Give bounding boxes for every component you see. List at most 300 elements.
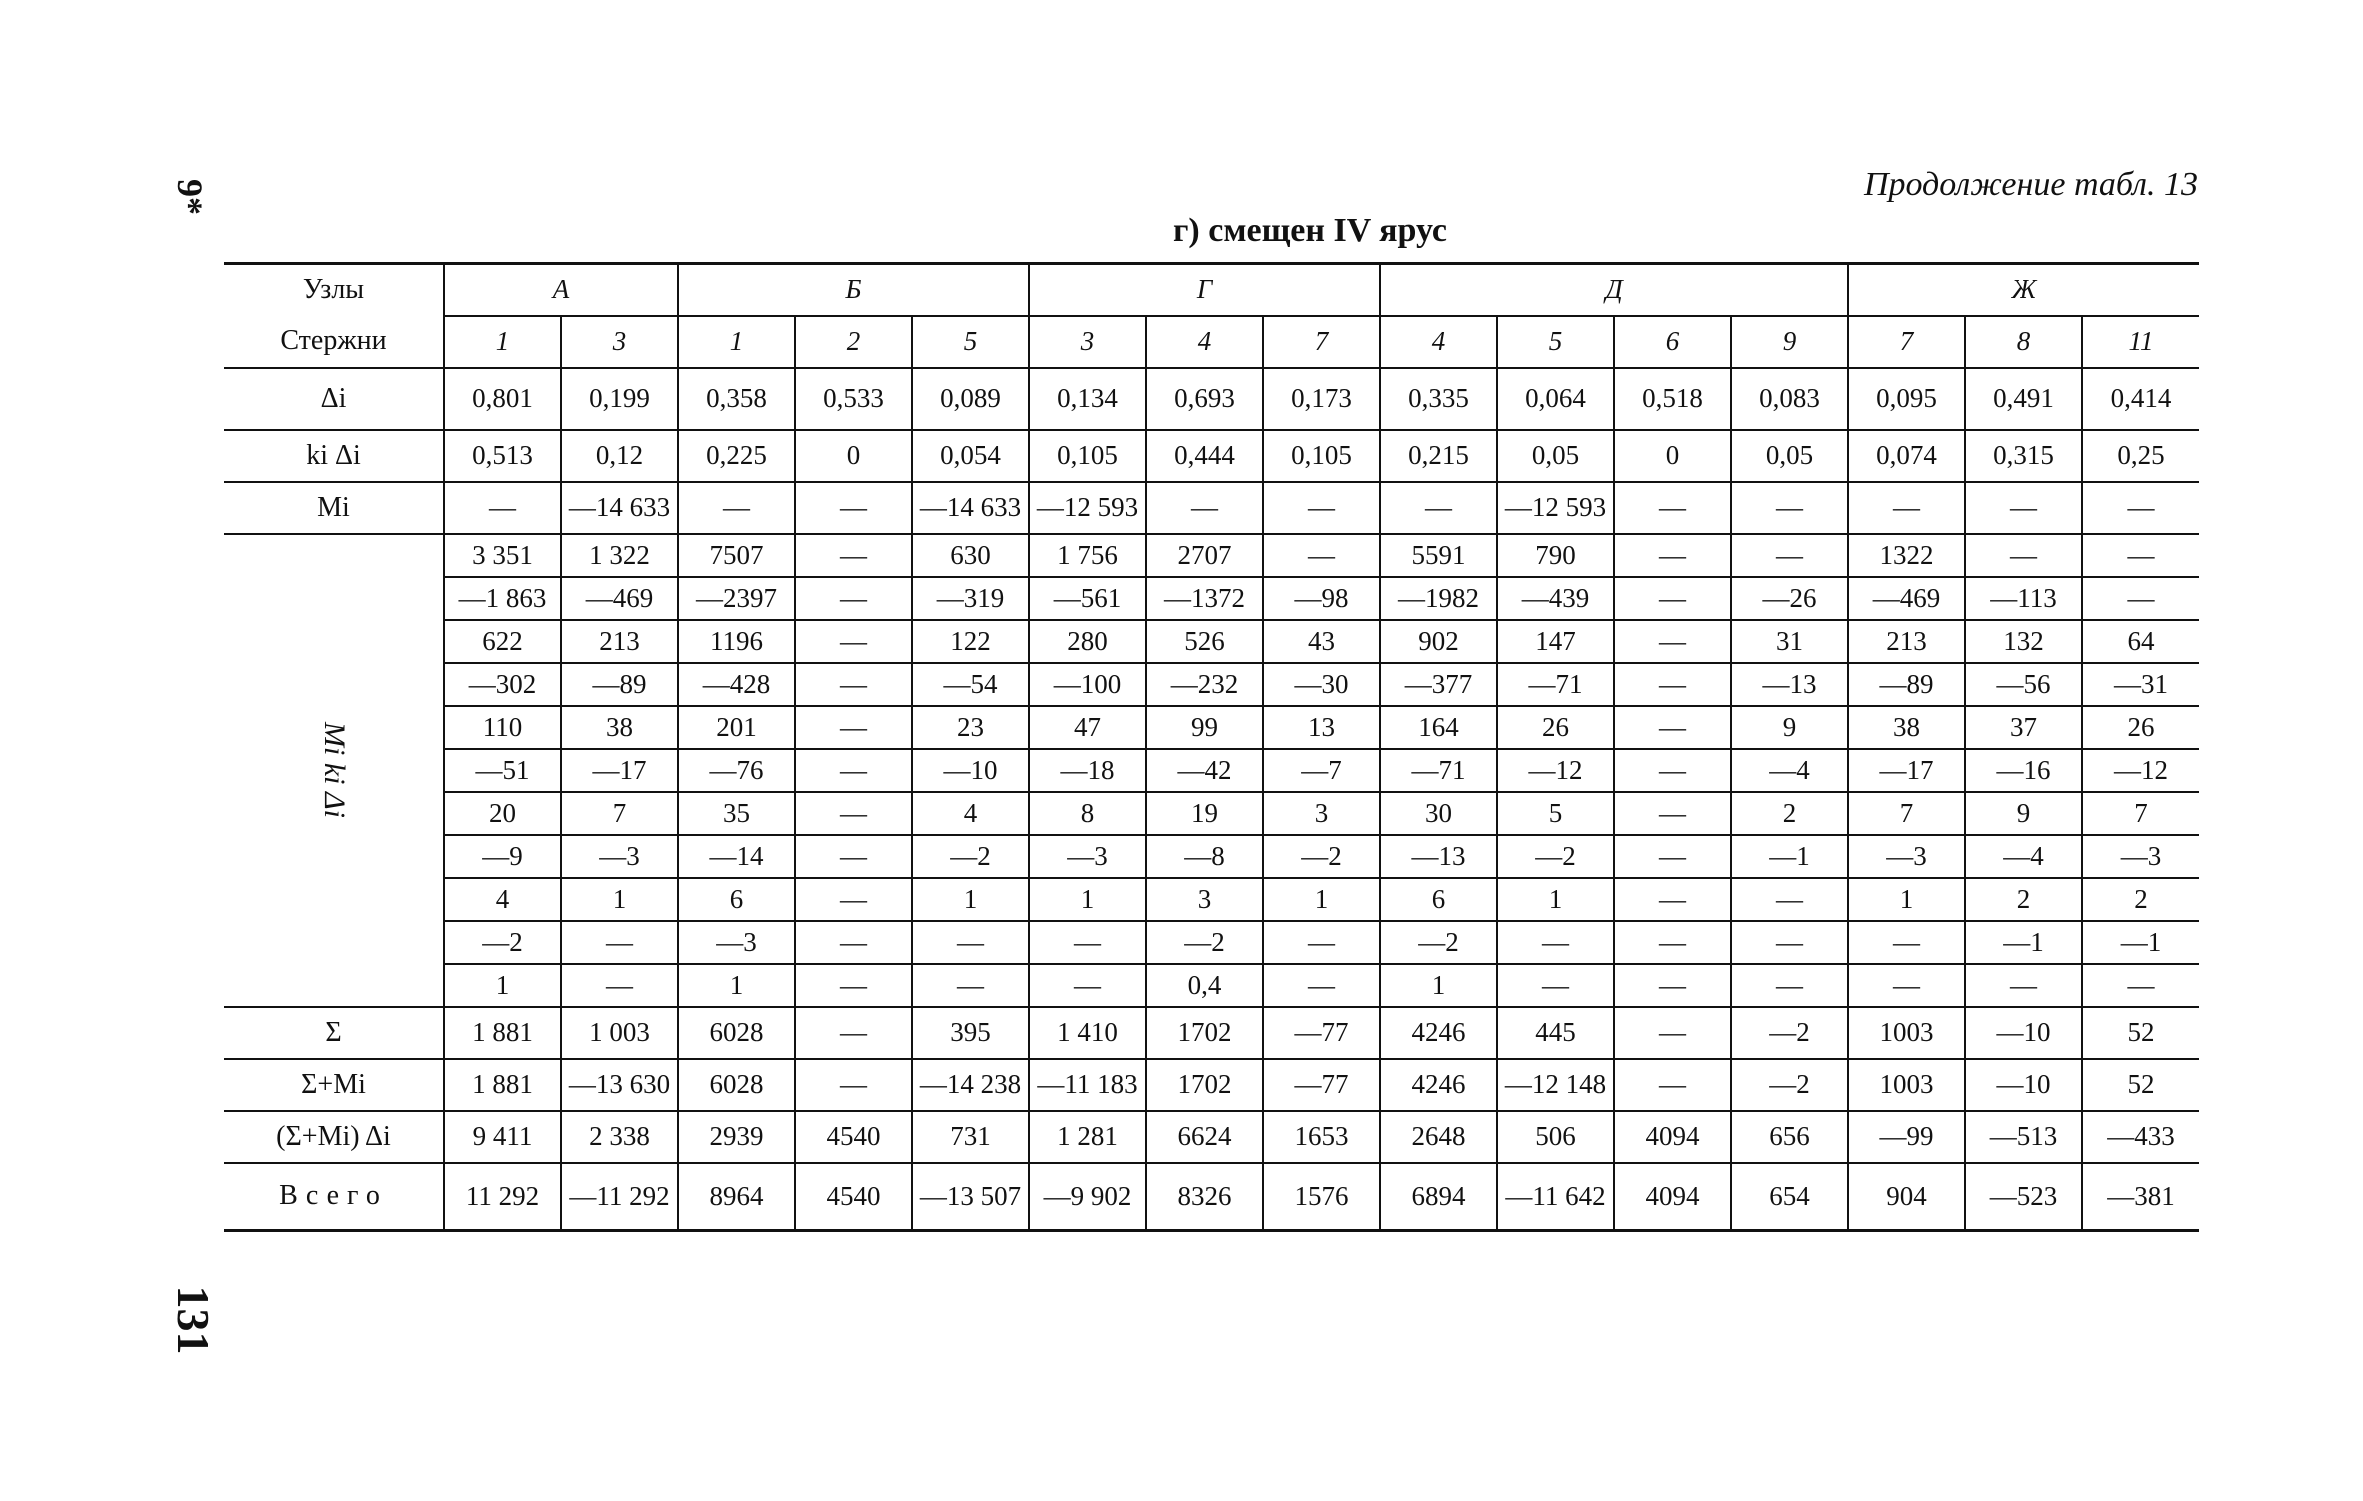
table-cell: —76: [678, 749, 795, 792]
table-cell: 0,315: [1965, 430, 2082, 482]
table-cell: —2: [1146, 921, 1263, 964]
table-cell: —: [795, 964, 912, 1007]
table-cell: 656: [1731, 1111, 1848, 1163]
table-cell: —: [795, 1007, 912, 1059]
group-header: Ж: [1848, 264, 2199, 316]
table-cell: 1 410: [1029, 1007, 1146, 1059]
nodes-label: Узлы: [224, 264, 444, 316]
table-cell: —11 292: [561, 1163, 678, 1231]
table-cell: —30: [1263, 663, 1380, 706]
table-cell: 1: [444, 316, 561, 368]
table-cell: —: [795, 1059, 912, 1111]
table-cell: 4: [1380, 316, 1497, 368]
table-cell: —: [1614, 663, 1731, 706]
table-cell: —3: [2082, 835, 2199, 878]
table-cell: 0,134: [1029, 368, 1146, 430]
table-cell: —77: [1263, 1059, 1380, 1111]
table-cell: —: [795, 792, 912, 835]
table-cell: —14 633: [912, 482, 1029, 534]
table-cell: 0,491: [1965, 368, 2082, 430]
table-cell: 6: [678, 878, 795, 921]
table-cell: —10: [1965, 1007, 2082, 1059]
table-title: г) смещен IV ярус: [1172, 212, 1448, 249]
row-k-delta: [224, 430, 2199, 482]
table-cell: —: [1965, 482, 2082, 534]
table-cell: 1003: [1848, 1007, 1965, 1059]
page-number: 131: [168, 1285, 219, 1355]
table-cell: —377: [1380, 663, 1497, 706]
table-cell: 0,054: [912, 430, 1029, 482]
table-cell: 1: [678, 964, 795, 1007]
table-cell: —1: [2082, 921, 2199, 964]
table-cell: —: [1146, 482, 1263, 534]
table-cell: —42: [1146, 749, 1263, 792]
table-cell: —: [795, 878, 912, 921]
table-cell: —: [444, 482, 561, 534]
table-cell: —319: [912, 577, 1029, 620]
table-cell: —56: [1965, 663, 2082, 706]
table-cell: 35: [678, 792, 795, 835]
table-cell: —71: [1380, 749, 1497, 792]
table-cell: 19: [1146, 792, 1263, 835]
row-iteration: [224, 620, 2199, 663]
table-cell: 9 411: [444, 1111, 561, 1163]
table-cell: 0,199: [561, 368, 678, 430]
table-cell: —89: [561, 663, 678, 706]
row-m: [224, 482, 2199, 534]
table-cell: 110: [444, 706, 561, 749]
table-cell: —: [1848, 964, 1965, 1007]
table-cell: —8: [1146, 835, 1263, 878]
table-cell: —51: [444, 749, 561, 792]
table-cell: 6894: [1380, 1163, 1497, 1231]
table-cell: —11 183: [1029, 1059, 1146, 1111]
table-cell: —: [795, 921, 912, 964]
table-cell: —428: [678, 663, 795, 706]
table-cell: —: [561, 921, 678, 964]
table-cell: 0,105: [1029, 430, 1146, 482]
table-cell: 6: [1614, 316, 1731, 368]
table-cell: 0,335: [1380, 368, 1497, 430]
header-row-rods-label: Стержни: [280, 325, 387, 356]
table-cell: 654: [1731, 1163, 1848, 1231]
table-cell: —: [1263, 964, 1380, 1007]
group-header: А: [444, 264, 678, 316]
table-cell: 4094: [1614, 1111, 1731, 1163]
table-cell: —: [1731, 921, 1848, 964]
table-cell: —: [1614, 577, 1731, 620]
table-cell: —: [2082, 577, 2199, 620]
row-iteration: [224, 835, 2199, 878]
table-cell: 4094: [1614, 1163, 1731, 1231]
table-cell: 7: [1848, 792, 1965, 835]
table-cell: 5: [1497, 316, 1614, 368]
table-cell: 506: [1497, 1111, 1614, 1163]
table-cell: —: [1965, 964, 2082, 1007]
table-cell: —98: [1263, 577, 1380, 620]
table-cell: 1: [561, 878, 678, 921]
row-iteration: [224, 577, 2199, 620]
row-delta: [224, 368, 2199, 430]
table-cell: 1: [1380, 964, 1497, 1007]
table-cell: —469: [561, 577, 678, 620]
table-cell: 1 322: [561, 534, 678, 577]
table-cell: —: [2082, 964, 2199, 1007]
table-cell: 5591: [1380, 534, 1497, 577]
table-cell: 1702: [1146, 1059, 1263, 1111]
table-cell: —9 902: [1029, 1163, 1146, 1231]
table-cell: 8326: [1146, 1163, 1263, 1231]
table-cell: —1 863: [444, 577, 561, 620]
row-sigma-m-delta-label: (Σ+Mi) Δi: [224, 1111, 444, 1163]
continuation-label: Продолжение табл. 13: [1863, 166, 2198, 203]
table-cell: —77: [1263, 1007, 1380, 1059]
table-cell: —18: [1029, 749, 1146, 792]
table-cell: 0,513: [444, 430, 561, 482]
table-cell: —4: [1965, 835, 2082, 878]
table-cell: 9: [1731, 706, 1848, 749]
table-cell: 0,064: [1497, 368, 1614, 430]
table-cell: —2: [1731, 1007, 1848, 1059]
table-cell: 1: [1497, 878, 1614, 921]
table-cell: —16: [1965, 749, 2082, 792]
row-total-label: Всего: [224, 1163, 444, 1231]
table-cell: 0,05: [1731, 430, 1848, 482]
table-cell: 622: [444, 620, 561, 663]
row-sigma-m-delta: [224, 1111, 2199, 1163]
table-cell: —: [1614, 878, 1731, 921]
row-iteration: [224, 964, 2199, 1007]
table-cell: —11 642: [1497, 1163, 1614, 1231]
table-cell: —17: [561, 749, 678, 792]
table-cell: 6028: [678, 1007, 795, 1059]
table-cell: 0,518: [1614, 368, 1731, 430]
table-cell: —1: [1731, 835, 1848, 878]
table-cell: 7: [561, 792, 678, 835]
table-cell: —10: [912, 749, 1029, 792]
table-cell: 4: [444, 878, 561, 921]
table-cell: 2707: [1146, 534, 1263, 577]
table-cell: —12: [2082, 749, 2199, 792]
table-cell: 9: [1731, 316, 1848, 368]
table-cell: —31: [2082, 663, 2199, 706]
table-cell: —12 593: [1497, 482, 1614, 534]
row-iteration: [224, 878, 2199, 921]
table-cell: —17: [1848, 749, 1965, 792]
table-cell: —1982: [1380, 577, 1497, 620]
table-cell: —: [912, 921, 1029, 964]
margin-mark: 9*: [170, 179, 210, 215]
table-cell: 0,105: [1263, 430, 1380, 482]
table-cell: 0,414: [2082, 368, 2199, 430]
data-table: [224, 262, 2199, 1232]
header-row-nodes: [224, 264, 2199, 316]
table-cell: —: [1029, 964, 1146, 1007]
table-cell: 8: [1029, 792, 1146, 835]
table-cell: 0,083: [1731, 368, 1848, 430]
table-cell: —: [1263, 921, 1380, 964]
table-cell: 0,215: [1380, 430, 1497, 482]
table-cell: 0,4: [1146, 964, 1263, 1007]
table-cell: —: [795, 749, 912, 792]
row-m-label: Mi: [224, 482, 444, 534]
table-cell: —: [1497, 921, 1614, 964]
table-cell: 902: [1380, 620, 1497, 663]
table-cell: 213: [1848, 620, 1965, 663]
table-cell: —: [1731, 482, 1848, 534]
table-cell: —2: [912, 835, 1029, 878]
table-cell: —1: [1965, 921, 2082, 964]
table-cell: —: [1848, 921, 1965, 964]
table-cell: 0,693: [1146, 368, 1263, 430]
table-cell: —439: [1497, 577, 1614, 620]
table-cell: 9: [1965, 792, 2082, 835]
table-cell: 2: [795, 316, 912, 368]
row-sigma-m: [224, 1059, 2199, 1111]
table-cell: 2939: [678, 1111, 795, 1163]
table-cell: —2397: [678, 577, 795, 620]
table-cell: —14: [678, 835, 795, 878]
table-cell: 1 881: [444, 1007, 561, 1059]
table-cell: —: [795, 482, 912, 534]
table-cell: —10: [1965, 1059, 2082, 1111]
group-header: Г: [1029, 264, 1380, 316]
row-sigma-m-label: Σ+Mi: [224, 1059, 444, 1111]
table-cell: 526: [1146, 620, 1263, 663]
table-cell: 2 338: [561, 1111, 678, 1163]
table-cell: 1: [678, 316, 795, 368]
table-cell: 147: [1497, 620, 1614, 663]
table-cell: 7507: [678, 534, 795, 577]
table-cell: 1: [1029, 878, 1146, 921]
table-cell: 1: [1848, 878, 1965, 921]
table-cell: 2: [1731, 792, 1848, 835]
table-cell: 3: [1263, 792, 1380, 835]
table-cell: —: [1263, 534, 1380, 577]
table-cell: —: [1380, 482, 1497, 534]
table-cell: —: [2082, 482, 2199, 534]
table-cell: 52: [2082, 1059, 2199, 1111]
table-cell: 122: [912, 620, 1029, 663]
table-cell: —2: [1263, 835, 1380, 878]
table-cell: —89: [1848, 663, 1965, 706]
table-cell: —3: [1848, 835, 1965, 878]
table-cell: —100: [1029, 663, 1146, 706]
table-body: [224, 264, 2199, 1231]
table-cell: 64: [2082, 620, 2199, 663]
table-cell: 201: [678, 706, 795, 749]
table-cell: —26: [1731, 577, 1848, 620]
table-cell: 26: [1497, 706, 1614, 749]
table-cell: 164: [1380, 706, 1497, 749]
table-cell: —433: [2082, 1111, 2199, 1163]
table-cell: 6028: [678, 1059, 795, 1111]
table-cell: —3: [678, 921, 795, 964]
row-iteration: [224, 749, 2199, 792]
table-cell: —2: [1380, 921, 1497, 964]
table-cell: —14 238: [912, 1059, 1029, 1111]
table-cell: —: [561, 964, 678, 1007]
table-cell: —: [1614, 1059, 1731, 1111]
table-cell: —: [1731, 878, 1848, 921]
table-cell: 8964: [678, 1163, 795, 1231]
table-cell: —3: [1029, 835, 1146, 878]
table-cell: —523: [1965, 1163, 2082, 1231]
table-cell: —: [1263, 482, 1380, 534]
table-cell: 213: [561, 620, 678, 663]
table-cell: —: [795, 663, 912, 706]
table-cell: 0,801: [444, 368, 561, 430]
table-cell: 31: [1731, 620, 1848, 663]
table-cell: —: [1614, 964, 1731, 1007]
row-k-delta-label: ki Δi: [224, 430, 444, 482]
table-cell: 1 281: [1029, 1111, 1146, 1163]
table-cell: 52: [2082, 1007, 2199, 1059]
table-cell: 43: [1263, 620, 1380, 663]
table-cell: —: [1614, 921, 1731, 964]
table-cell: —: [795, 835, 912, 878]
table-cell: 4: [912, 792, 1029, 835]
table-cell: —: [1614, 706, 1731, 749]
table-cell: 395: [912, 1007, 1029, 1059]
table-cell: —: [795, 706, 912, 749]
table-cell: 904: [1848, 1163, 1965, 1231]
table-cell: 37: [1965, 706, 2082, 749]
table-cell: 26: [2082, 706, 2199, 749]
table-cell: 0,05: [1497, 430, 1614, 482]
table-cell: 0,095: [1848, 368, 1965, 430]
table-cell: 13: [1263, 706, 1380, 749]
table-cell: 7: [2082, 792, 2199, 835]
table-cell: 2: [2082, 878, 2199, 921]
table-cell: —4: [1731, 749, 1848, 792]
table-cell: 1322: [1848, 534, 1965, 577]
row-sigma: [224, 1007, 2199, 1059]
table-cell: 1 003: [561, 1007, 678, 1059]
table-cell: 3: [1146, 878, 1263, 921]
table-cell: —: [795, 534, 912, 577]
row-iteration-label: [224, 534, 444, 1007]
table-cell: 0,533: [795, 368, 912, 430]
table-cell: 0,444: [1146, 430, 1263, 482]
table-cell: —: [795, 620, 912, 663]
row-iteration: [224, 534, 2199, 577]
table-cell: 23: [912, 706, 1029, 749]
table-cell: —: [1965, 534, 2082, 577]
table-cell: 0,358: [678, 368, 795, 430]
table-cell: 132: [1965, 620, 2082, 663]
table-cell: —381: [2082, 1163, 2199, 1231]
table-cell: 0,173: [1263, 368, 1380, 430]
table-cell: 3: [1029, 316, 1146, 368]
table-cell: 630: [912, 534, 1029, 577]
table-cell: 20: [444, 792, 561, 835]
table-cell: —: [795, 577, 912, 620]
table-cell: 47: [1029, 706, 1146, 749]
table-cell: —13: [1380, 835, 1497, 878]
table-cell: 7: [1263, 316, 1380, 368]
table-cell: 790: [1497, 534, 1614, 577]
row-iteration: [224, 706, 2199, 749]
table-cell: —: [678, 482, 795, 534]
table-cell: 0,12: [561, 430, 678, 482]
table-cell: 0,089: [912, 368, 1029, 430]
table-cell: —3: [561, 835, 678, 878]
table-cell: 1003: [1848, 1059, 1965, 1111]
table-cell: 8: [1965, 316, 2082, 368]
table-cell: —: [1497, 964, 1614, 1007]
table-cell: 1: [912, 878, 1029, 921]
table-cell: 5: [1497, 792, 1614, 835]
table-cell: —13 630: [561, 1059, 678, 1111]
table-cell: —469: [1848, 577, 1965, 620]
table-cell: 0,225: [678, 430, 795, 482]
table-cell: 445: [1497, 1007, 1614, 1059]
table-cell: —: [2082, 534, 2199, 577]
table-cell: 4540: [795, 1163, 912, 1231]
vertical-label: Mi ki Δi: [317, 722, 351, 818]
table-cell: 2: [1965, 878, 2082, 921]
table-cell: —12 148: [1497, 1059, 1614, 1111]
table-cell: 30: [1380, 792, 1497, 835]
table-cell: —9: [444, 835, 561, 878]
table-cell: 0: [795, 430, 912, 482]
table-cell: 4246: [1380, 1007, 1497, 1059]
table-cell: —1372: [1146, 577, 1263, 620]
group-header: Б: [678, 264, 1029, 316]
table-cell: —513: [1965, 1111, 2082, 1163]
table-cell: —: [912, 964, 1029, 1007]
table-cell: 6624: [1146, 1111, 1263, 1163]
table-cell: 1702: [1146, 1007, 1263, 1059]
table-cell: —113: [1965, 577, 2082, 620]
table-cell: 0,25: [2082, 430, 2199, 482]
row-iteration: [224, 792, 2199, 835]
row-iteration: [224, 663, 2199, 706]
table-cell: —: [1731, 534, 1848, 577]
table-cell: 1 881: [444, 1059, 561, 1111]
table-cell: 4540: [795, 1111, 912, 1163]
row-total: [224, 1163, 2199, 1231]
table-cell: —: [1614, 534, 1731, 577]
table-cell: 38: [561, 706, 678, 749]
header-row-rods: [224, 316, 2199, 368]
table-cell: —7: [1263, 749, 1380, 792]
table-cell: 3: [561, 316, 678, 368]
table-cell: 4246: [1380, 1059, 1497, 1111]
table-cell: 280: [1029, 620, 1146, 663]
table-cell: 99: [1146, 706, 1263, 749]
table-cell: 11: [2082, 316, 2199, 368]
table-cell: —: [1614, 749, 1731, 792]
table-cell: 1 756: [1029, 534, 1146, 577]
table-cell: 38: [1848, 706, 1965, 749]
table-cell: 4: [1146, 316, 1263, 368]
table-cell: —54: [912, 663, 1029, 706]
table-cell: —561: [1029, 577, 1146, 620]
table-cell: —14 633: [561, 482, 678, 534]
table-cell: 0: [1614, 430, 1731, 482]
table-cell: 731: [912, 1111, 1029, 1163]
table-cell: —2: [444, 921, 561, 964]
table-cell: —: [1614, 1007, 1731, 1059]
table-cell: —12 593: [1029, 482, 1146, 534]
row-iteration: [224, 921, 2199, 964]
table-cell: —: [1614, 620, 1731, 663]
table-cell: —: [1848, 482, 1965, 534]
table-cell: —13 507: [912, 1163, 1029, 1231]
table-cell: —: [1029, 921, 1146, 964]
